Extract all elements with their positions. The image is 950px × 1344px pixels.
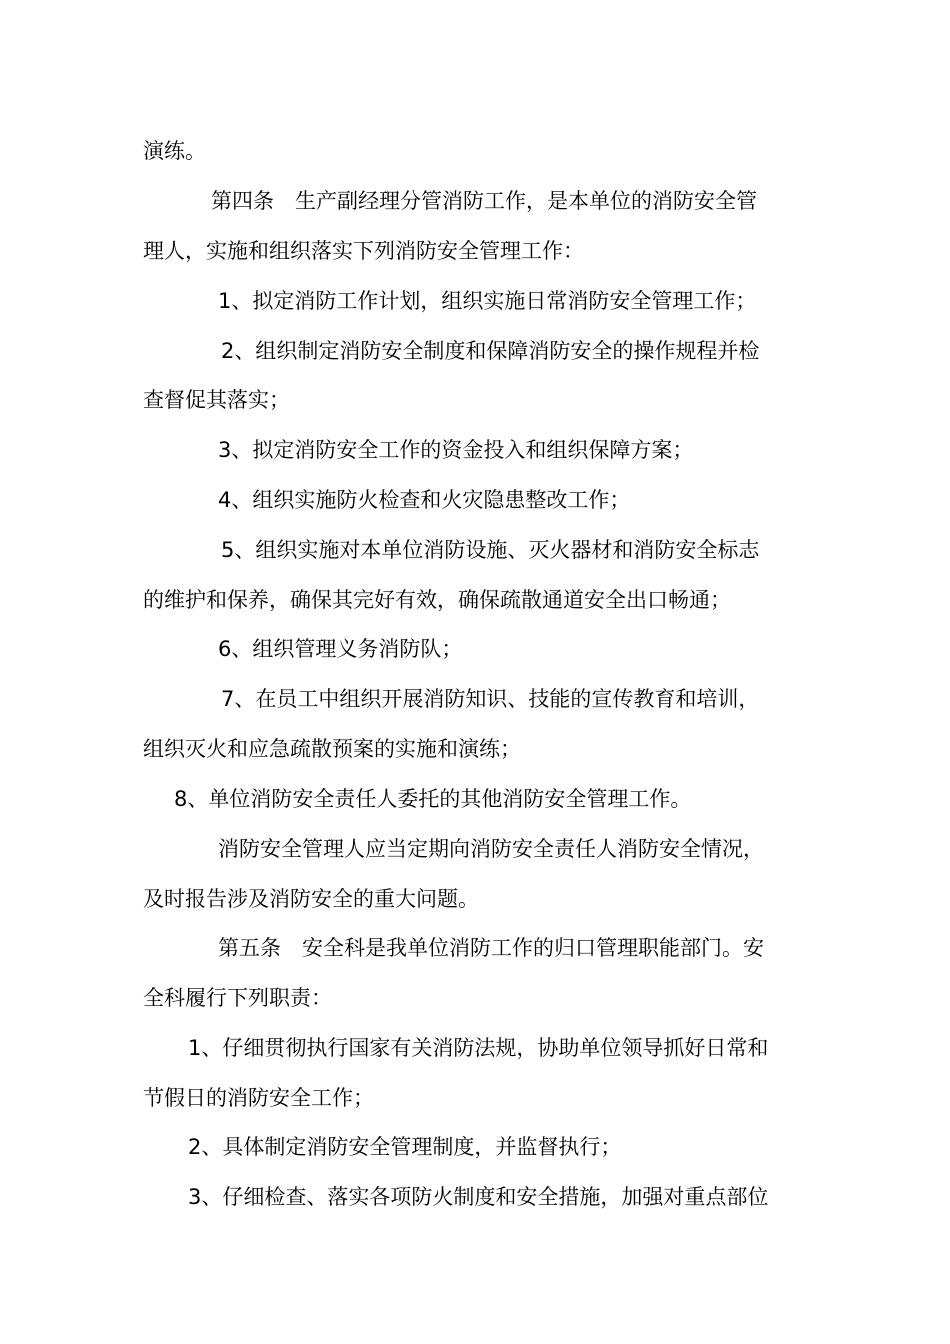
text-line: 4、组织实施防火检查和火灾隐患整改工作； (218, 488, 631, 512)
text-line: 1、仔细贯彻执行国家有关消防法规，协助单位领导抓好日常和 (188, 1036, 769, 1060)
text-line: 组织灭火和应急疏散预案的实施和演练； (143, 737, 521, 761)
text-line: 全科履行下列职责： (143, 986, 332, 1010)
text-line: 1、拟定消防工作计划，组织实施日常消防安全管理工作； (218, 289, 757, 313)
text-line: 3、仔细检查、落实各项防火制度和安全措施，加强对重点部位 (188, 1185, 769, 1209)
text-line: 7、在员工中组织开展消防知识、技能的宣传教育和培训， (221, 687, 760, 711)
text-line: 的维护和保养，确保其完好有效，确保疏散通道安全出口畅通； (143, 588, 731, 612)
text-line: 3、拟定消防安全工作的资金投入和组织保障方案； (218, 438, 694, 462)
text-line: 及时报告涉及消防安全的重大问题。 (143, 887, 479, 911)
text-line: 查督促其落实； (143, 388, 290, 412)
text-line: 理人，实施和组织落实下列消防安全管理工作： (143, 239, 584, 263)
text-line: 第五条 安全科是我单位消防工作的归口管理职能部门。安 (218, 936, 764, 960)
text-line: 消防安全管理人应当定期向消防安全责任人消防安全情况， (218, 837, 764, 861)
text-line: 5、组织实施对本单位消防设施、灭火器材和消防安全标志 (221, 538, 760, 562)
text-line: 节假日的消防安全工作； (143, 1086, 374, 1110)
text-line: 2、具体制定消防安全管理制度，并监督执行； (188, 1135, 622, 1159)
text-line: 6、组织管理义务消防队； (218, 637, 463, 661)
text-line: 8、单位消防安全责任人委托的其他消防安全管理工作。 (174, 787, 692, 811)
text-line: 2、组织制定消防安全制度和保障消防安全的操作规程并检 (221, 339, 760, 363)
text-line: 演练。 (143, 139, 206, 163)
text-line: 第四条 生产副经理分管消防工作，是本单位的消防安全管 (211, 189, 757, 213)
